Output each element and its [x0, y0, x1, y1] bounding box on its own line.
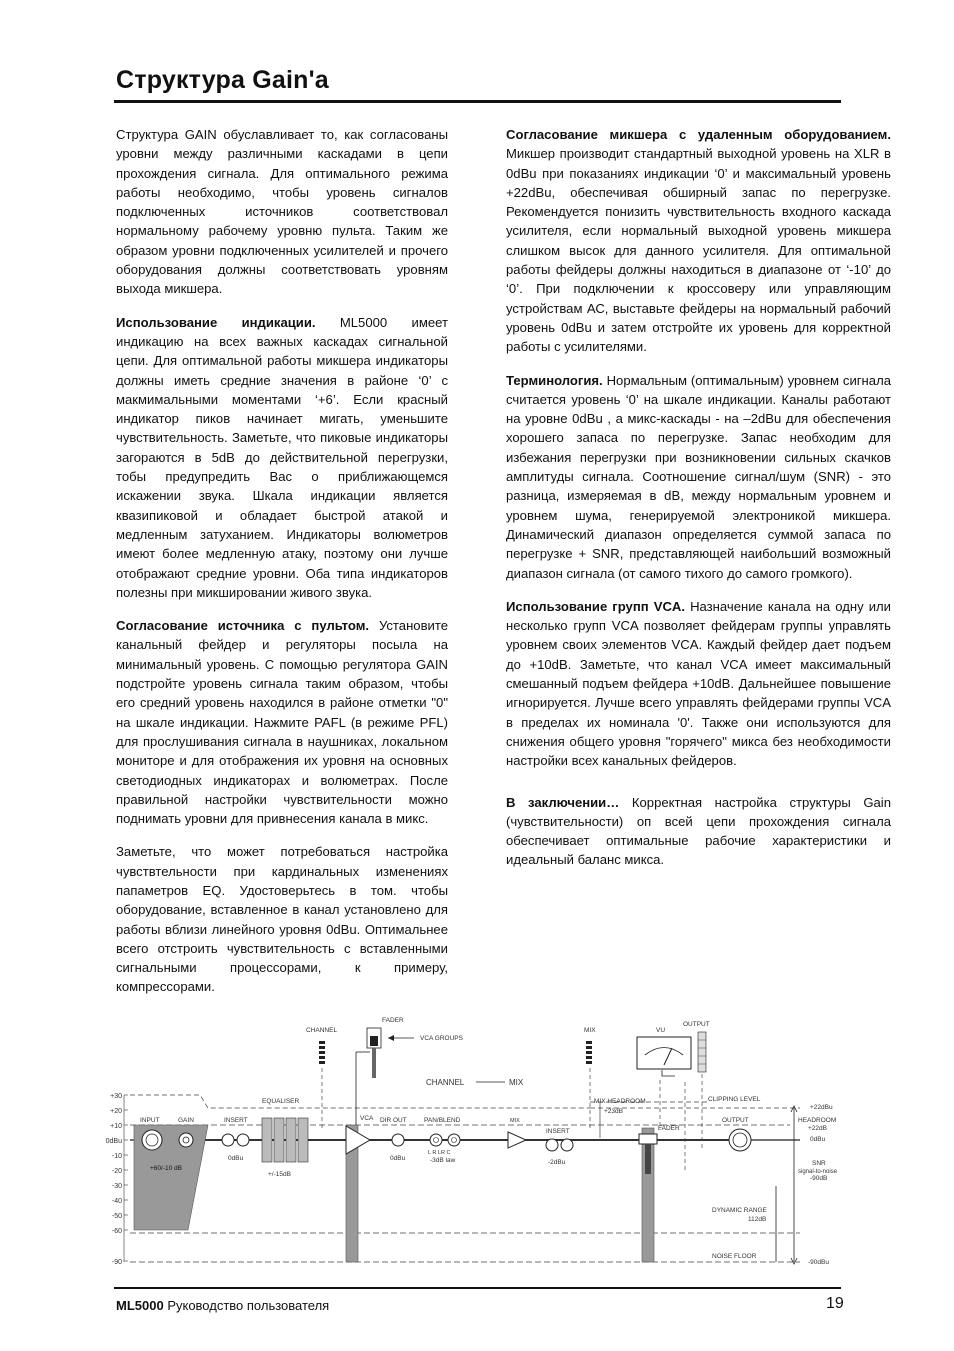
equaliser-label: EQUALISER: [262, 1098, 300, 1105]
vca-label: VCA: [360, 1115, 374, 1122]
gain-range-label: +60/-10 dB: [150, 1165, 182, 1172]
footer-model: ML5000: [116, 1298, 164, 1313]
scale-label: 0dBu: [105, 1138, 122, 1145]
heading-remote-equipment: Согласование микшера с удаленным оборудованием.: [506, 127, 891, 142]
scale-label: -90: [111, 1259, 122, 1266]
left-column: [116, 125, 448, 1011]
mix-headroom-value: +23dB: [604, 1108, 623, 1115]
eq-range-label: +/-15dB: [268, 1171, 291, 1178]
paragraph-intro: Структура GAIN обуславливает то, как согласованы уровни между различными каскадами в цепи прохождения сигнала. Для оптимального режима работы необходимо, чтобы уровень сигналов подключенных источников соответствовал нормальному рабочему уровню пульта. Таким же образом уровни подключенных усилителей и прочего оборудования должны соответствовать уровням выхода микшера.: [116, 127, 448, 297]
heading-metering: Использование индикации.: [116, 314, 316, 330]
channel-meter-icon: [319, 1041, 325, 1064]
mix-top-label: MIX: [584, 1027, 596, 1034]
scale-label: -30: [111, 1183, 122, 1190]
paragraph-terminology: [506, 371, 891, 583]
insert2-label: INSERT: [546, 1128, 570, 1135]
blend-knob-icon: [448, 1134, 460, 1146]
body-conclusion: Корректная настройка структуры Gain (чувствительности) оп всей цепи прохождения сигнала обеспечивает оптимальные рабочие характеристики и идеальный баланс микса.: [506, 794, 891, 868]
db-scale: [106, 1093, 122, 1266]
paragraph-remote-equipment: [506, 125, 891, 357]
paragraph-vca-groups: [506, 597, 891, 771]
gain-knob-icon: [179, 1133, 193, 1147]
footer-text: Руководство пользователя: [163, 1298, 330, 1313]
channel-mix-mix-label: MIX: [509, 1078, 524, 1087]
paragraph-eq-note: Заметьте, что может потребоваться настройка чувствтельности при кардинальных изменениях папаметров EQ. Удостоверьтесь в том. чтобы оборудование, вставленное в канал установлено для работы вблизи линейного уровня 0dBu. Оптимальнее всего отстроить чувствительность с вставленными сигнальными процессорами, к примеру, компрессорами.: [116, 844, 448, 995]
paragraph-conclusion: [506, 793, 891, 870]
clipping-level-label: CLIPPING LEVEL: [708, 1096, 761, 1103]
insert2-jack-icon: [561, 1139, 573, 1151]
channel-top-label: CHANNEL: [306, 1027, 338, 1034]
scale-label: +30: [110, 1093, 122, 1100]
vca-groups-label: VCA GROUPS: [420, 1035, 463, 1042]
insert2-level-label: -2dBu: [548, 1159, 566, 1166]
dir-out-jack-icon: [392, 1134, 404, 1146]
body-metering: ML5000 имеет индикацию на всех важных каскадах сигнальной цепи. Для оптимальной работы микшера индикаторы должны иметь средние значения в районе ‘0’ с макмимальными моментами ‘+6’. Если красный индикатор пиков начинает мигать, уменьшите чувствительность. Заметьте, что пиковые индикаторы загораются в 5dB до действительной перегрузки, тобы предупредить Вас о приближающемся искажении звука. Шкала индикации является квазипиковой и обладает быстрой атакой и медленным затуханием. Индикаторы волюметров имеют более медленную атаку, поэтому они лучше отображают средние уровни. Оба типа индикаторов полезны при микшировании живого звука.: [116, 314, 448, 600]
snr-label: SNR: [812, 1160, 826, 1167]
mix-small-label: MIX: [510, 1118, 520, 1124]
pan-law-label: -3dB law: [430, 1157, 456, 1164]
footer-rule: [114, 1287, 841, 1289]
body-source-matching: Установите канальный фейдер и регуляторы посыла на минимальный уровень. С помощью регулятора GAIN подстройте уровень сигнала таким образом, чтобы его средний уровень находился в районе отметки "0" на шкале индикации. Нажмите PAFL (в режиме PFL) для прослушивания сигнала в наушниках, локальном мониторе и для отображения их уровня на основных светодиодных индикаторах и волюметрах. После правильной настройки чувствительности можно поднимать уровни для привнесения канала в микс.: [116, 618, 448, 827]
output-block-label: OUTPUT: [722, 1117, 749, 1124]
insert1-level-label: 0dBu: [228, 1155, 244, 1162]
snr-sub-label: signal-to-noise: [798, 1169, 838, 1175]
pan-blend-label: PAN/BLEND: [424, 1117, 461, 1124]
footer: [116, 1298, 329, 1313]
vu-label: VU: [656, 1027, 666, 1034]
scale-label: +10: [110, 1123, 122, 1130]
dynamic-range-value-label: 112dB: [748, 1216, 767, 1223]
scale-label: -10: [111, 1153, 122, 1160]
insert1-jack-icon: [237, 1134, 249, 1146]
fader-top-label: FADER: [382, 1017, 404, 1024]
insert2-jack-icon: [546, 1139, 558, 1151]
heading-source-matching: Согласование источника с пультом.: [116, 618, 370, 634]
scale-label: -50: [111, 1213, 122, 1220]
noise-floor-label: NOISE FLOOR: [712, 1253, 757, 1260]
heading-terminology: Терминология.: [506, 372, 603, 388]
dir-out-label: DIR OUT: [380, 1117, 407, 1124]
plus22-label: +22dBu: [810, 1104, 833, 1111]
input-label: INPUT: [140, 1117, 160, 1124]
heading-conclusion: В заключении…: [506, 794, 620, 810]
scale-label: -60: [111, 1228, 122, 1235]
dir-out-level-label: 0dBu: [390, 1155, 406, 1162]
mix-amp-icon: [508, 1132, 526, 1148]
channel-mix-channel-label: CHANNEL: [426, 1078, 465, 1087]
pan-lr-label: L R LR C: [428, 1150, 451, 1156]
scale-ticks: [124, 1095, 128, 1262]
title-rule: [114, 100, 841, 103]
gain-structure-diagram: [100, 1010, 860, 1280]
snr-value-label: -90dB: [810, 1175, 828, 1182]
mix-headroom-label: MIX HEADROOM: [594, 1098, 646, 1105]
body-vca-groups: Назначение канала на одну или несколько групп VCA позволяет фейдерам группы управлять уровнем своих элементов VCA. Каждый фейдер дает подъем до +10dB. Заметьте, что канал VCA имеет максимальный смешанный подъем фейдера +10dB. Дальнейшее повышение игнорируется. Лучше всего управлять фейдерами группы VCA в пределах их номинала '0'. Также они используются для снижения общего уровня "горячего" микса без необходимости настройки всех канальных фейдеров.: [506, 598, 891, 769]
pan-knob-icon: [430, 1134, 442, 1146]
page-title: Структура Gain'a: [116, 66, 329, 94]
right-column: [506, 125, 891, 884]
zero-dbu-label: 0dBu: [810, 1136, 826, 1143]
minus90-label: -90dBu: [808, 1259, 829, 1266]
mix-fader-cap-icon: [639, 1134, 657, 1144]
dynamic-range-label: DYNAMIC RANGE: [712, 1207, 767, 1214]
headroom-label: HEADROOM: [798, 1117, 837, 1124]
vu-meter-icon: [637, 1037, 691, 1076]
scale-label: +20: [110, 1108, 122, 1115]
mix-meter-icon: [586, 1041, 592, 1064]
paragraph-source-matching: [116, 616, 448, 828]
mix-fader-label: FADER: [658, 1125, 680, 1132]
insert1-label: INSERT: [224, 1117, 248, 1124]
scale-label: -20: [111, 1168, 122, 1175]
heading-vca-groups: Использование групп VCA.: [506, 598, 686, 614]
output-meter-icon: [698, 1032, 706, 1072]
range-arrows: [776, 1106, 797, 1264]
insert1-jack-icon: [222, 1134, 234, 1146]
body-remote-equipment: Микшер производит стандартный выходной уровень на XLR в 0dBu при показаниях индикации ‘0’ и максимальный уровень +22dBu, обеспечивая обширный запас по перегрузке. Рекомендуется понизить чувствительность входного каскада усилителя, если нормальный выходной уровень микшера слишком высок для данного усилителя. Для оптимальной работы фейдеры должны находиться в диапазоне от ‘-10’ до ‘0’. При подключении к кроссоверу или управляющим устройствам АС, выставьте фейдеры на нормальный рабочий уровень 0dBu и затем отстройте их уровень для корректной работы с усилителями.: [506, 146, 891, 355]
output-top-label: OUTPUT: [683, 1021, 710, 1028]
page-number: 19: [826, 1295, 844, 1312]
body-terminology: Нормальным (оптимальным) уровнем сигнала считается уровень ‘0’ на шкале индикации. Каналы работают на уровне 0dBu , а микс-каскады - на –2dBu для обеспечения хорошего запаса по перегрузке. Запас необходим для избежания перегрузки при возникновении сильных скачков амплитуды сигнала. Соотношение сигнал/шум (SNR) - это разница, измеряемая в dB, между нормальным уровнем и уровнем шума, генерируемой электроникой микшера. Динамический диапазон определяется суммой запаса по перегрузке + SNR, представляющей наибольший возможный диапазон сигнала (от самого тихого до самого громкого).: [506, 372, 891, 581]
scale-label: -40: [111, 1198, 122, 1205]
gain-label: GAIN: [178, 1117, 194, 1124]
paragraph-metering: [116, 313, 448, 602]
headroom-value-label: +22dB: [808, 1125, 827, 1132]
